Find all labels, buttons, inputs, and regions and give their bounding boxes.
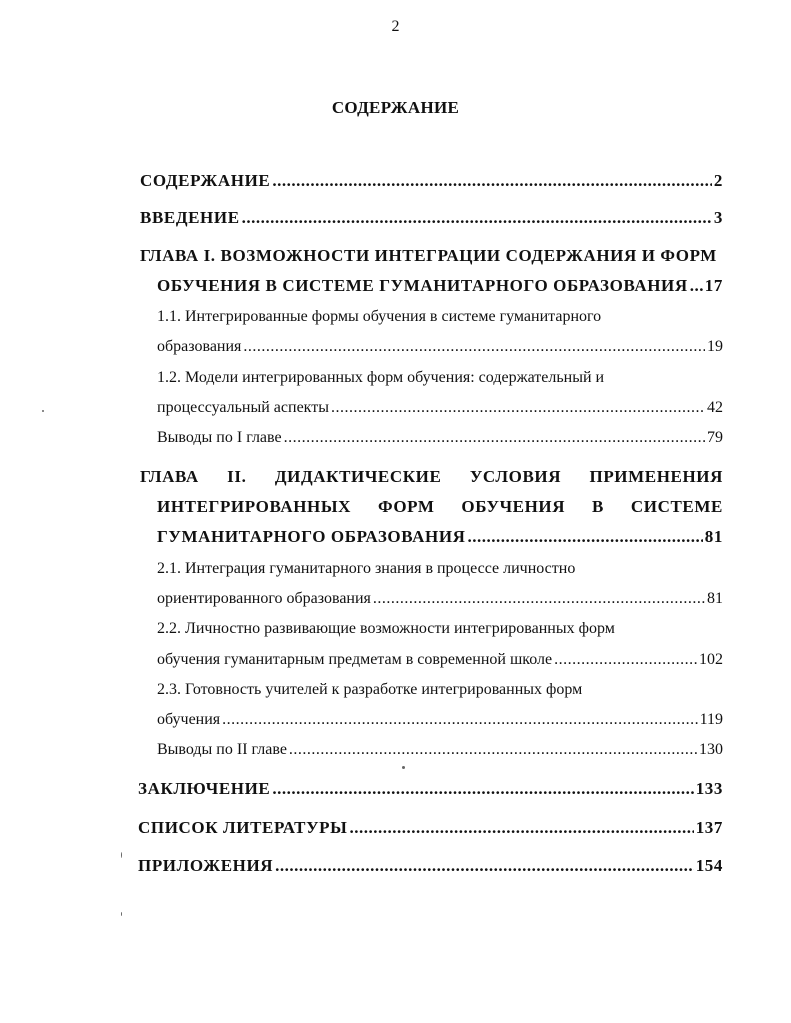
dot-leader [468, 527, 703, 547]
toc-page-number: 137 [695, 818, 723, 837]
toc-entry-chapter-1[interactable] [157, 276, 723, 296]
toc-page-number: 42 [707, 399, 723, 416]
dot-leader [284, 429, 705, 447]
toc-entry-label: процессуальный аспекты [157, 399, 329, 416]
toc-entry-conclusion[interactable] [138, 779, 723, 799]
toc-page-number: 102 [699, 651, 723, 668]
toc-entry-label: ВВЕДЕНИЕ [140, 208, 240, 227]
toc-entry-label: ЗАКЛЮЧЕНИЕ [138, 779, 271, 798]
toc-page-number: 119 [699, 711, 723, 728]
toc-entry-label: ПРИЛОЖЕНИЯ [138, 856, 274, 875]
toc-entry-label: образования [157, 338, 242, 355]
toc-page-number: 133 [695, 779, 723, 798]
section-2-3-line1[interactable]: 2.3. Готовность учителей к разработке интегрированных форм [157, 681, 583, 698]
toc-page-number: 3 [713, 208, 723, 227]
toc-page-number: 79 [707, 429, 723, 446]
toc-entry-section-1-1[interactable] [157, 338, 723, 356]
heading-word: УСЛОВИЯ [469, 467, 562, 486]
dot-leader [690, 276, 703, 296]
chapter-1-heading-line1[interactable]: ГЛАВА I. ВОЗМОЖНОСТИ ИНТЕГРАЦИИ СОДЕРЖАНИЯ И ФОРМ [140, 246, 717, 265]
heading-word: ГЛАВА [140, 467, 199, 486]
toc-entry-contents[interactable] [140, 171, 723, 191]
toc-entry-section-1-2[interactable] [157, 399, 723, 417]
toc-page-number: 154 [695, 856, 723, 875]
toc-page-number: 81 [707, 590, 723, 607]
heading-word: ИНТЕГРИРОВАННЫХ [157, 497, 352, 516]
page-number: 2 [391, 18, 400, 35]
heading-word: В [592, 497, 604, 516]
toc-entry-label: ГУМАНИТАРНОГО ОБРАЗОВАНИЯ [157, 527, 466, 546]
toc-entry-chapter-1-conclusion[interactable] [157, 429, 723, 447]
section-2-2-line1[interactable]: 2.2. Личностно развивающие возможности интегрированных форм [157, 620, 615, 637]
dot-leader [272, 171, 712, 191]
dot-leader [331, 399, 705, 417]
toc-page-number: 2 [713, 171, 723, 190]
dot-leader [349, 818, 693, 838]
dot-leader [373, 590, 705, 608]
toc-entry-references[interactable] [138, 818, 723, 838]
toc-entry-appendices[interactable] [138, 856, 723, 876]
section-1-1-line1[interactable]: 1.1. Интегрированные формы обучения в системе гуманитарного [157, 308, 602, 325]
toc-page-number: 17 [704, 276, 723, 295]
dot-leader [243, 338, 705, 356]
toc-page-number: 130 [699, 741, 723, 758]
toc-entry-chapter-2-conclusion[interactable] [157, 741, 723, 759]
page-title: СОДЕРЖАНИЕ [331, 98, 460, 117]
toc-page-number: 19 [707, 338, 723, 355]
toc-entry-label: Выводы по II главе [157, 741, 287, 758]
toc-entry-chapter-2[interactable] [157, 527, 723, 547]
toc-entry-section-2-2[interactable] [157, 651, 723, 669]
heading-word: II. [227, 467, 247, 486]
section-1-2-line1[interactable]: 1.2. Модели интегрированных форм обучения: содержательный и [157, 369, 605, 386]
toc-entry-introduction[interactable] [140, 208, 723, 228]
toc-entry-label: Выводы по I главе [157, 429, 282, 446]
scan-speck [402, 766, 405, 769]
toc-entry-label: СПИСОК ЛИТЕРАТУРЫ [138, 818, 348, 837]
dot-leader [242, 208, 712, 228]
dot-leader [275, 856, 694, 876]
toc-page-number: 81 [704, 527, 723, 546]
toc-entry-label: СОДЕРЖАНИЕ [140, 171, 271, 190]
dot-leader [222, 711, 697, 729]
heading-word: ОБУЧЕНИЯ [461, 497, 566, 516]
scan-speck [121, 852, 122, 858]
heading-word: ДИДАКТИЧЕСКИЕ [274, 467, 442, 486]
heading-word: ПРИМЕНЕНИЯ [589, 467, 723, 486]
dot-leader [272, 779, 693, 799]
heading-word: СИСТЕМЕ [630, 497, 723, 516]
section-2-1-line1[interactable]: 2.1. Интеграция гуманитарного знания в процессе личностно [157, 560, 576, 577]
toc-entry-section-2-3[interactable] [157, 711, 723, 729]
chapter-2-heading-line1[interactable] [140, 467, 723, 487]
scan-speck [121, 912, 122, 916]
scan-speck [42, 410, 44, 412]
dot-leader [554, 651, 697, 669]
toc-entry-label: обучения гуманитарным предметам в современной школе [157, 651, 553, 668]
heading-word: ФОРМ [377, 497, 435, 516]
toc-entry-label: ОБУЧЕНИЯ В СИСТЕМЕ ГУМАНИТАРНОГО ОБРАЗОВАНИЯ [157, 276, 688, 295]
toc-entry-section-2-1[interactable] [157, 590, 723, 608]
toc-entry-label: ориентированного образования [157, 590, 371, 607]
chapter-2-heading-line2[interactable] [157, 497, 723, 517]
dot-leader [289, 741, 697, 759]
toc-entry-label: обучения [157, 711, 221, 728]
